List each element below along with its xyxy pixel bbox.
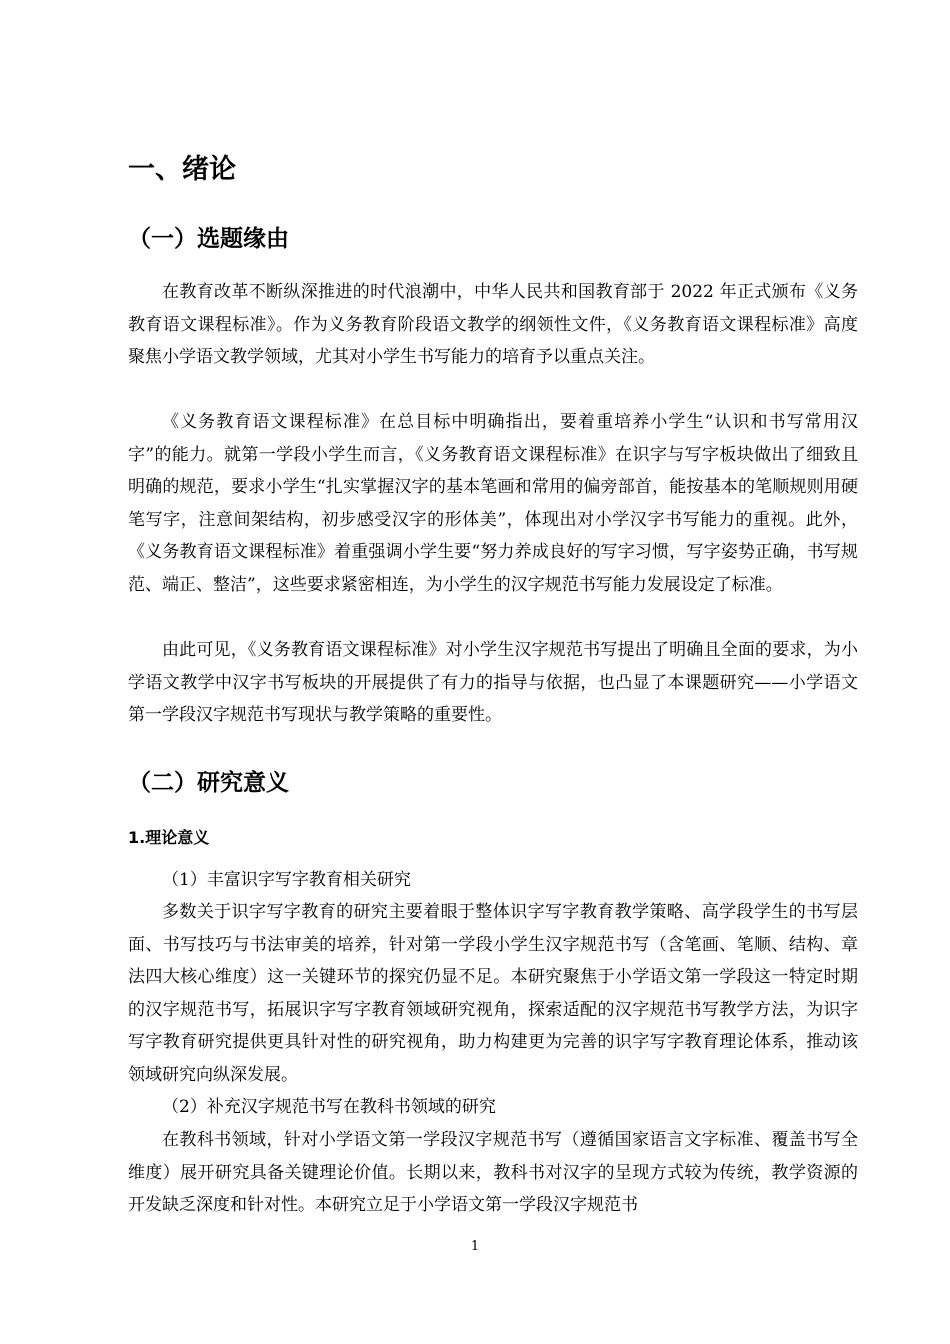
paragraph: 在教育改革不断纵深推进的时代浪潮中，中华人民共和国教育部于 2022 年正式颁布《义务教育语文课程标准》。作为义务教育阶段语文教学的纲领性文件，《义务教育语文课程标准》高度聚焦小学语文教学领域，尤其对小学生书写能力的培育予以重点关注。 [128, 282, 858, 368]
section-title-selection-reason: （一）选题缘由 [128, 226, 289, 252]
item-title: （1）丰富识字写字教育相关研究 [162, 870, 411, 890]
chapter-title: 一、绪论 [128, 154, 236, 185]
page-number: 1 [470, 1239, 480, 1254]
section-title-research-significance: （二）研究意义 [128, 770, 289, 796]
paragraph: 由此可见，《义务教育语文课程标准》对小学生汉字规范书写提出了明确且全面的要求，为小学语文教学中汉字书写板块的开展提供了有力的指导与依据，也凸显了本课题研究——小学语文第一学段汉字规范书写现状与教学策略的重要性。 [128, 640, 858, 726]
paragraph: 《义务教育语文课程标准》在总目标中明确指出，要着重培养小学生“认识和书写常用汉字”的能力。就第一学段小学生而言，《义务教育语文课程标准》在识字与写字板块做出了细致且明确的规范，要求小学生“扎实掌握汉字的基本笔画和常用的偏旁部首，能按基本的笔顺规则用硬笔写字，注意间架结构，初步感受汉字的形体美”，体现出对小学汉字书写能力的重视。此外，《义务教育语文课程标准》着重强调小学生要“努力养成良好的写字习惯，写字姿势正确，书写规范、端正、整洁”，这些要求紧密相连，为小学生的汉字规范书写能力发展设定了标准。 [128, 412, 858, 595]
item-title: （2）补充汉字规范书写在教科书领域的研究 [162, 1097, 496, 1117]
paragraph: 在教科书领域，针对小学语文第一学段汉字规范书写（遵循国家语言文字标准、覆盖书写全维度）展开研究具备关键理论价值。长期以来，教科书对汉字的呈现方式较为传统，教学资源的开发缺乏深度和针对性。本研究立足于小学语文第一学段汉字规范书 [128, 1130, 858, 1216]
paragraph: 多数关于识字写字教育的研究主要着眼于整体识字写字教育教学策略、高学段学生的书写层面、书写技巧与书法审美的培养，针对第一学段小学生汉字规范书写（含笔画、笔顺、结构、章法四大核心维度）这一关键环节的探究仍显不足。本研究聚焦于小学语文第一学段这一特定时期的汉字规范书写，拓展识字写字教育领域研究视角，探索适配的汉字规范书写教学方法，为识字写字教育研究提供更具针对性的研究视角，助力构建更为完善的识字写字教育理论体系，推动该领域研究向纵深发展。 [128, 902, 858, 1085]
subsection-title-theoretical-significance: 1.理论意义 [128, 828, 210, 847]
